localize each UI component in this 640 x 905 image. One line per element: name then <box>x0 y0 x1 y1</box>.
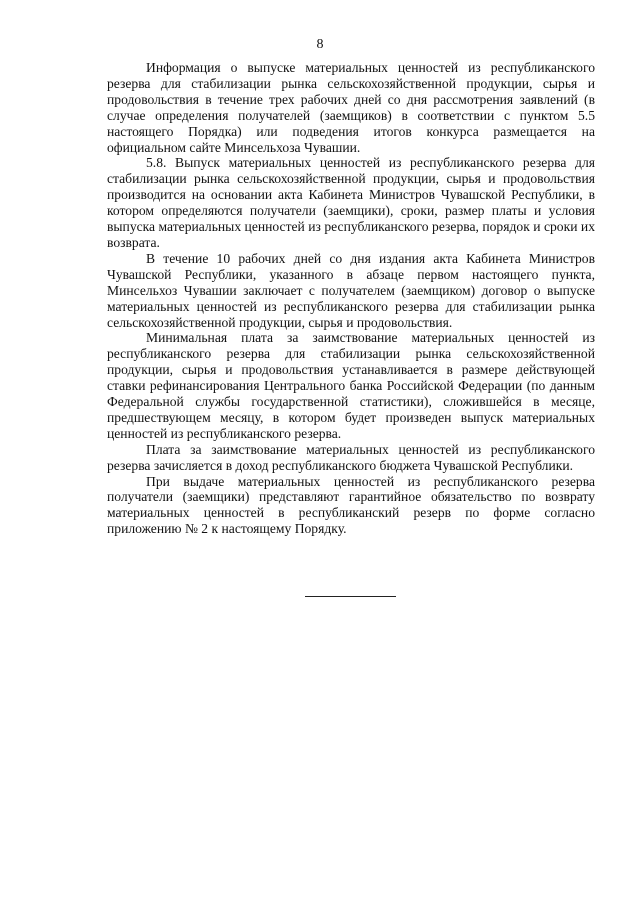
page-number: 8 <box>316 37 324 52</box>
paragraph-fee-budget: Плата за заимствование материальных ценностей из республиканского резерва зачисляется в доход республиканского бюджета Чувашской Республики. <box>107 441 595 473</box>
document-body <box>107 60 595 537</box>
paragraph-info-publication: Информация о выпуске материальных ценностей из республиканского резерва для стабилизации рынка сельскохозяйственной продукции, сырья и продовольствия в течение трех рабочих дней со дня рассмотрения заявлений (в случае определения получателей (заемщиков) в соответствии с пунктом 5.5 настоящего Порядка) или подведения итогов конкурса размещается на официальном сайте Минсельхоза Чувашии. <box>107 60 595 155</box>
end-separator-line <box>305 596 396 597</box>
paragraph-contract: В течение 10 рабочих дней со дня издания акта Кабинета Министров Чувашской Республики, указанного в абзаце первом настоящего пункта, Минсельхоз Чувашии заключает с получателем (заемщиком) договор о выпуске материальных ценностей из республиканского резерва для стабилизации рынка сельскохозяйственной продукции, сырья и продовольствия. <box>107 250 595 330</box>
paragraph-5-8-release: 5.8. Выпуск материальных ценностей из республиканского резерва для стабилизации рынка сельскохозяйственной продукции, сырья и продовольствия производится на основании акта Кабинета Министров Чувашской Республики, в котором определяются получатели (заемщики), сроки, размер платы и условия выпуска материальных ценностей из республиканского резерва, порядок и сроки их возврата. <box>107 155 595 250</box>
paragraph-guarantee: При выдаче материальных ценностей из республиканского резерва получатели (заемщики) представляют гарантийное обязательство по возврату материальных ценностей в республиканский резерв по форме согласно приложению № 2 к настоящему Порядку. <box>107 473 595 537</box>
paragraph-minimum-fee: Минимальная плата за заимствование материальных ценностей из республиканского резерва для стабилизации рынка сельскохозяйственной продукции, сырья и продовольствия устанавливается в размере действующей ставки рефинансирования Центрального банка Российской Федерации (по данным Федеральной службы государственной статистики), сложившейся в месяце, предшествующем месяцу, в котором будет произведен выпуск материальных ценностей из республиканского резерва. <box>107 330 595 441</box>
